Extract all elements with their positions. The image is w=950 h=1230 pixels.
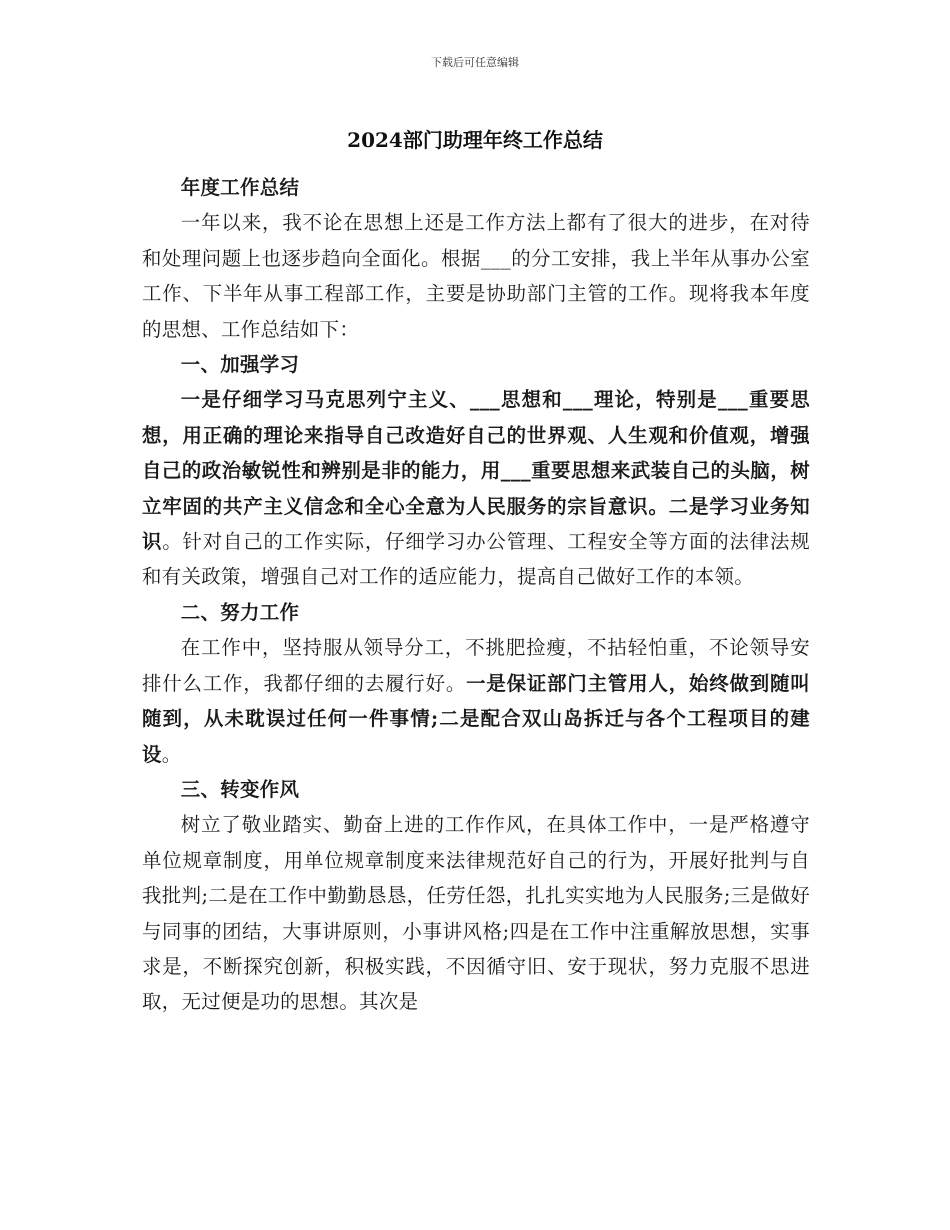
- style-paragraph: 树立了敬业踏实、勤奋上进的工作作风，在具体工作中，一是严格遵守单位规章制度，用单位规章制度来法律规范好自己的行为，开展好批判与自我批判;二是在工作中勤勤恳恳，任劳任怨，扎扎实实地为人民服务;三是做好与同事的团结，大事讲原则，小事讲风格;四是在工作中注重解放思想，实事求是，不断探究创新，积极实践，不因循守旧、安于现状，努力克服不思进取，无过便是功的思想。其次是: [142, 813, 810, 1014]
- study-paragraph-bold: 一是仔细学习马克思列宁主义、___思想和___理论，特别是___重要思想，用正确的理论来指导自己改造好自己的世界观、人生观和价值观，增强自己的政治敏锐性和辨别是非的能力，用___重要思想来武装自己的头脑，树立牢固的共产主义信念和全心全意为人民服务的宗旨意识。二是学习业务知识: [142, 388, 810, 554]
- work-paragraph-end: 。: [161, 742, 182, 766]
- study-paragraph: [142, 382, 810, 594]
- header-note: 下载后可任意编辑: [431, 56, 519, 69]
- work-paragraph: [142, 630, 810, 772]
- intro-paragraph: 一年以来，我不论在思想上还是工作方法上都有了很大的进步，在对待和处理问题上也逐步趋向全面化。根据___的分工安排，我上半年从事办公室工作、下半年从事工程部工作，主要是协助部门主管的工作。现将我本年度的思想、工作总结如下：: [142, 211, 810, 341]
- document-body: [142, 170, 810, 1020]
- study-paragraph-rest: 。针对自己的工作实际，仔细学习办公管理、工程安全等方面的法律法规和有关政策，增强自己对工作的适应能力，提高自己做好工作的本领。: [142, 530, 810, 589]
- section-heading-study: 一、加强学习: [180, 353, 300, 377]
- section-heading-style: 三、转变作风: [180, 777, 300, 801]
- summary-heading: 年度工作总结: [180, 176, 300, 199]
- section-heading-work: 二、努力工作: [180, 600, 300, 624]
- document-title: 2024部门助理年终工作总结: [347, 128, 603, 152]
- work-paragraph-start: 在工作中，坚持服从领导分工，不挑肥捡瘦，不拈轻怕重，不论领导安排什么工作，我都仔细的去履行好。: [142, 636, 810, 695]
- work-paragraph-bold: 一是保证部门主管用人，始终做到随叫随到，从未耽误过任何一件事情;二是配合双山岛拆迁与各个工程项目的建设: [142, 671, 810, 766]
